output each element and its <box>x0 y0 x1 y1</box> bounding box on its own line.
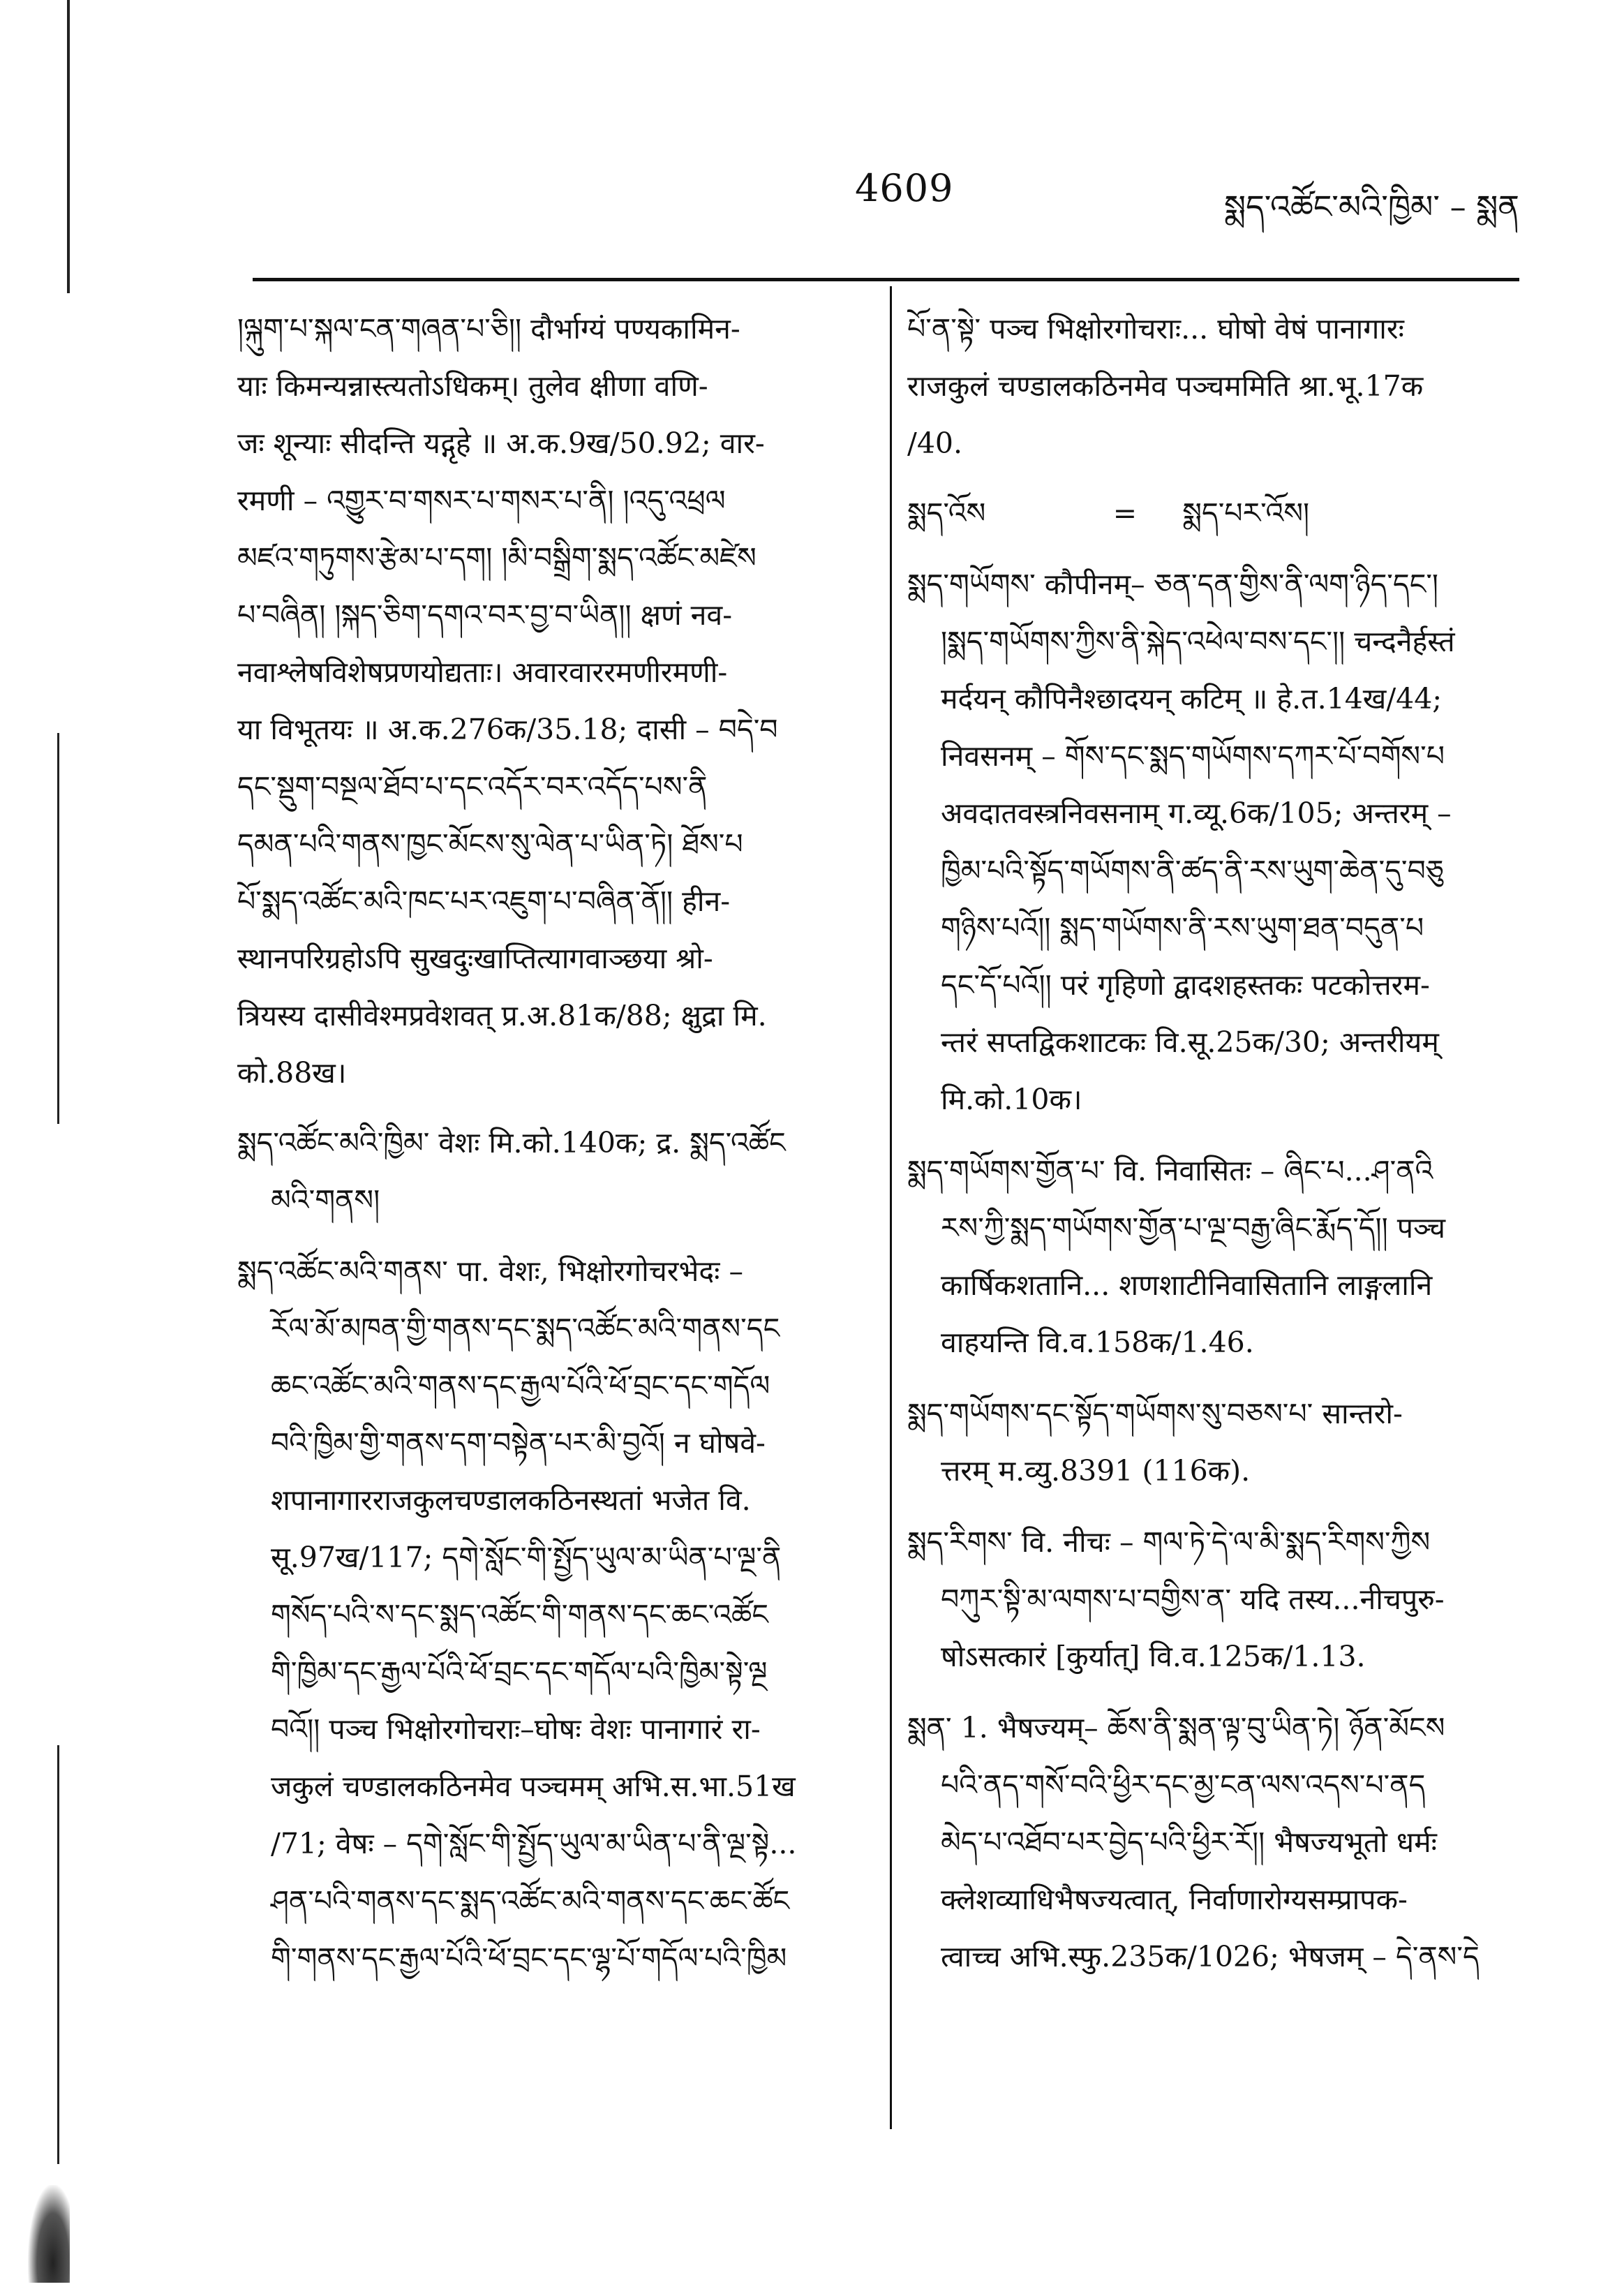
entry-headline: སྨད་གཡོགས་ कौपीनम्– ཅན་དན་གྱིས་ནི་ལག་ཉིད་དང་། <box>907 568 1439 601</box>
text-line: ཆང་འཚོང་མའི་གནས་དང་རྒྱལ་པོའི་ཕོ་བྲང་དང་གདོལ <box>271 1369 770 1402</box>
page-number: 4609 <box>855 166 954 210</box>
text-line: न्तरं सप्तद्विकशाटकः वि.सू.25क/30; अन्तरीयम् <box>941 1025 1439 1059</box>
text-line: जकुलं चण्डालकठिनमेव पञ्चमम् अभि.स.भा.51ख <box>271 1770 796 1803</box>
text-line: མའི་གནས། <box>271 1183 380 1217</box>
text-line: རས་ཀྱི་སྨད་གཡོགས་གྱོན་པ་ལྔ་བརྒྱ་ཞིང་རྨོད་དོ།། पञ्च <box>941 1211 1446 1245</box>
text-line: नवाश्लेषविशेषप्रणयोद्यताः। अवारवाररमणीरमणी- <box>237 655 728 689</box>
entry-headline: སྨན་ 1. भैषज्यम्– ཆོས་ནི་སྨན་ལྟ་བུ་ཡིན་ཏེ། ཉོན་མོངས <box>907 1711 1445 1744</box>
text-line: གི་ཁྱིམ་དང་རྒྱལ་པོའི་ཕོ་བྲང་དང་གདོལ་པའི་ཁྱིམ་སྟེ་ལྔ <box>271 1655 768 1689</box>
text-line: དང་དོ་པའོ།། परं गृहिणो द्वादशहस्तकः पटकोत्तरम- <box>941 968 1430 1002</box>
text-line: निवसनम् – གོས་དང་སྨད་གཡོགས་དཀར་པོ་བགོས་པ <box>941 739 1445 773</box>
text-line: षोऽसत्कारं [कुर्यात्] वि.व.125क/1.13. <box>941 1640 1366 1673</box>
entry-headline: སྨད་འཚོང་མའི་གནས་ पा. वेशः, भिक्षोरगोचरभेदः – <box>237 1254 743 1288</box>
right-column <box>907 300 1521 1999</box>
text-line: གི་གནས་དང་རྒྱལ་པོའི་ཕོ་བྲང་དང་ལྷ་པོ་གདོལ་པའི་ཁྱིམ <box>271 1941 787 1975</box>
text-line: མཛའ་གཏུགས་རྩེམ་པ་དག། །མི་བསྒྲིག་སྨད་འཚོང་མཛེས <box>237 541 757 575</box>
dictionary-entry <box>907 484 1521 542</box>
text-line: अवदातवस्त्रनिवसनाम् ग.व्यू.6क/105; अन्तरम् – <box>941 797 1452 830</box>
text-line: བའོ།། पञ्च भिक्षोरगोचराः–घोषः वेशः पानागारं रा- <box>271 1712 761 1746</box>
entry-headline: སྨད་གཡོགས་གྱོན་པ་ वि. निवासितः – ཞིང་པ...ཤ་ནའི <box>907 1154 1433 1187</box>
text-line: བའི་ཁྱིམ་གྱི་གནས་དག་བསྟེན་པར་མི་བྱའོ། न घोषवे- <box>271 1426 766 1460</box>
dictionary-entry <box>907 1513 1521 1685</box>
dictionary-entry <box>907 1385 1521 1499</box>
text-line: स्थानपरिग्रहोऽपि सुखदुःखाप्तित्यागवाञ्छया श्रो- <box>237 942 713 975</box>
scan-edge-line <box>57 1745 59 2164</box>
text-line: राजकुलं चण्डालकठिनमेव पञ्चममिति श्रा.भू.17क <box>907 369 1424 403</box>
text-line: ཁྱིམ་པའི་སྟོད་གཡོགས་ནི་ཚད་ནི་རས་ཡུག་ཆེན་དུ་བཅུ <box>941 854 1444 887</box>
entry-headline: སྨད་རིགས་ वि. नीचः – གལ་ཏེ་དེ་ལ་མི་སྨད་རིགས་ཀྱིས <box>907 1525 1431 1559</box>
text-line: /40. <box>907 427 963 460</box>
entry-headline: སྨད་གཡོགས་དང་སྟོད་གཡོགས་སུ་བཅས་པ་ सान्तरो- <box>907 1397 1403 1430</box>
text-line: त्वाच्च अभि.स्फु.235क/1026; भेषजम् – དེ་ནས་དེ <box>941 1940 1480 1973</box>
text-line: རོལ་མོ་མཁན་གྱི་གནས་དང་སྨད་འཚོང་མའི་གནས་དང <box>271 1312 780 1345</box>
paragraph-continued <box>907 300 1521 472</box>
running-head: སྨད་འཚོང་མའི་ཁྱིམ་ – སྨན <box>1224 188 1519 225</box>
text-line: वाहयन्ति वि.व.158क/1.46. <box>941 1326 1254 1359</box>
text-line: को.88ख। <box>237 1056 347 1090</box>
text-line: །ལྐུག་པ་སྐལ་ངན་གཞན་པ་ཅི།། दौर्भाग्यं पण्यकामिन- <box>237 312 740 346</box>
text-line: མེད་པ་འཐོབ་པར་བྱེད་པའི་ཕྱིར་རོ།། भैषज्यभूतो धर्मः <box>941 1825 1437 1859</box>
header-rule <box>253 278 1519 281</box>
text-line: याः किमन्यन्नास्त्यतोऽधिकम्। तुलेव क्षीणा वणि- <box>237 369 708 403</box>
text-line: །སྨད་གཡོགས་ཀྱིས་ནི་སྐེད་འཕེལ་བས་དང་།། चन्दनैर्हस्तं <box>941 625 1455 658</box>
text-line: क्लेशव्याधिभैषज्यत्वात्, निर्वाणारोग्यसम्प्रापक- <box>941 1883 1408 1916</box>
text-line: གསོད་པའི་ས་དང་སྨད་འཚོང་གི་གནས་དང་ཆང་འཚོང <box>271 1598 768 1631</box>
text-line: དམན་པའི་གནས་ཁྱང་མོངས་སུ་ལེན་པ་ཡིན་ཏེ། ཐོས་པ <box>237 827 743 861</box>
text-line: जः शून्याः सीदन्ति यद्गृहे ॥ अ.क.9ख/50.92; वार- <box>237 427 765 460</box>
scan-edge-line <box>57 733 59 1124</box>
text-line: शपानागारराजकुलचण्डालकठिनस्थतां भजेत वि. <box>271 1483 751 1517</box>
dictionary-entry <box>907 1699 1521 1985</box>
text-line: कार्षिकशतानि... शणशाटीनिवासितानि लाङ्गलानि <box>941 1268 1433 1302</box>
dictionary-entry <box>907 556 1521 1128</box>
left-column <box>237 300 869 2001</box>
text-line: པ་བཞིན། །སྐད་ཅིག་དགའ་བར་བྱ་བ་ཡིན།། क्षणं नव- <box>237 598 733 632</box>
text-line: /71; वेषः – དགེ་སློང་གི་སྤྱོད་ཡུལ་མ་ཡིན་པ་ནི་ལྔ་སྟེ... <box>271 1827 797 1860</box>
text-line: सू.97ख/117; དགེ་སློང་གི་སྤྱོད་ཡུལ་མ་ཡིན་པ་ལྔ་ནི <box>271 1541 782 1574</box>
scan-edge-line <box>67 0 70 293</box>
text-line: त्रियस्य दासीवेश्मप्रवेशवत् प्र.अ.81क/88; क्षुद्रा मि. <box>237 999 767 1032</box>
entry-headline: སྨད་འོས = སྨད་པར་འོས། <box>907 496 1310 530</box>
dictionary-entry <box>237 1243 869 1987</box>
text-line: གཉིས་པའོ།། སྨད་གཡོགས་ནི་རས་ཡུག་ཐན་བདུན་པ <box>941 911 1424 945</box>
scan-ink-blot <box>28 2185 70 2283</box>
text-line: དང་སྡུག་བསྔལ་ཐོབ་པ་དང་འདོར་བར་འདོད་པས་ནི <box>237 770 708 803</box>
text-line: པོ་ན་སྟེ་ पञ्च भिक्षोरगोचराः... घोषो वेषं पानागारः <box>907 312 1404 346</box>
text-line: या विभूतयः ॥ अ.क.276क/35.18; दासी – བདེ་བ <box>237 713 778 746</box>
text-line: त्तरम् म.व्यु.8391 (116क). <box>941 1454 1251 1488</box>
dictionary-entry <box>237 1114 869 1229</box>
text-line: ཤན་པའི་གནས་དང་སྨད་འཚོང་མའི་གནས་དང་ཆང་ཚོང <box>271 1884 790 1918</box>
text-line: मि.को.10क। <box>941 1083 1082 1116</box>
text-line: रमणी – འགྱུར་བ་གསར་པ་གསར་པ་ནི། །འདུ་འཕྲལ <box>237 484 726 517</box>
text-line: བཀུར་སྟི་མ་ལགས་པ་བགྱིས་ན་ यदि तस्य...नीचपुरु- <box>941 1583 1445 1616</box>
text-line: मर्दयन् कौपिनैश्छादयन् कटिम् ॥ हे.त.14ख/44; <box>941 682 1443 716</box>
dictionary-entry <box>907 1142 1521 1371</box>
text-line: པའི་ནད་གསོ་བའི་ཕྱིར་དང་མྱ་ངན་ལས་འདས་པ་ནད <box>941 1768 1426 1802</box>
column-divider <box>890 286 892 2129</box>
text-line: པོ་སྨད་འཚོང་མའི་ཁང་པར་འཇུག་པ་བཞིན་ནོ།། हीन- <box>237 884 731 918</box>
paragraph-continued <box>237 300 869 1102</box>
entry-headline: སྨད་འཚོང་མའི་ཁྱིམ་ वेशः मि.को.140क; द्र. སྨད་འཚོང <box>237 1126 786 1160</box>
